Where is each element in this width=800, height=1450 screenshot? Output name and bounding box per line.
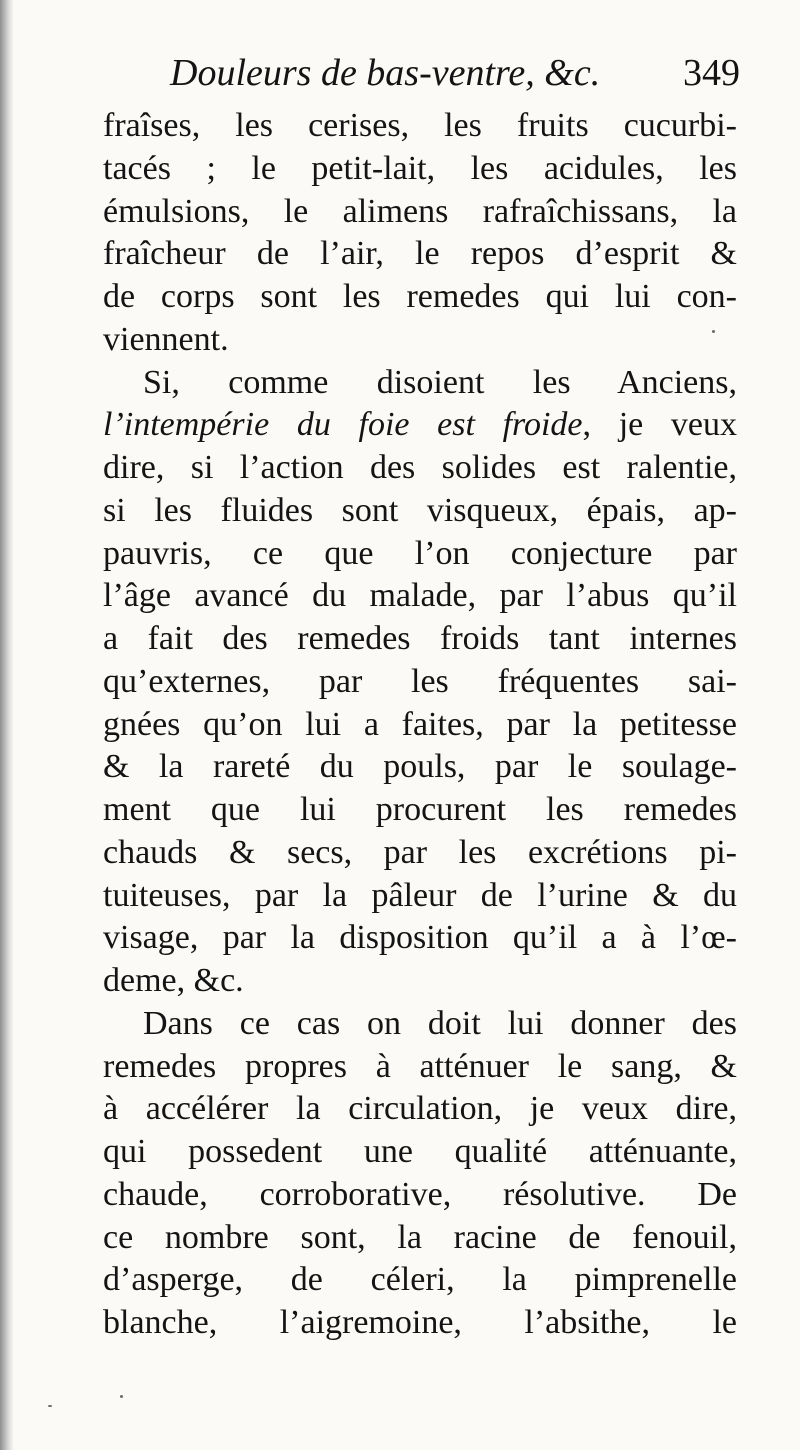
italic-phrase: l’intempérie du foie est froide [103,406,583,444]
text-line: deme, &c. [103,962,244,999]
text-line: fraîcheur de l’air, le repos d’esprit & [103,235,737,273]
text-line: si les fluides sont visqueux, épais, ap- [103,491,737,529]
page-binding-edge [0,0,14,1450]
text-line: chauds & secs, par les excrétions pi- [103,833,737,871]
text-line: a fait des remedes froids tant internes [103,620,737,657]
text-line: qui possedent une qualité atténuante, [103,1133,737,1170]
text-line: remedes propres à atténuer le sang, & [103,1047,737,1085]
italic-line-rest: , je veux [582,406,737,444]
text-line: l’âge avancé du malade, par l’abus qu’il [103,577,737,615]
text-line: à accélérer la circulation, je veux dire, [103,1090,737,1128]
text-line: émulsions, le alimens rafraîchissans, la [103,192,737,230]
text-line: fraîses, les cerises, les fruits cucurbi- [103,107,737,144]
paper-speck [120,1395,123,1398]
body-text [103,105,737,1345]
text-line: viennent. [103,320,229,358]
text-line: tuiteuses, par la pâleur de l’urine & du [103,876,737,914]
text-line: pauvris, ce que l’on conjecture par [103,534,737,572]
text-line: tacés ; le petit-lait, les acidules, les [103,149,737,187]
paragraph-start-line: Si, comme disoient les Anciens, [143,363,737,401]
paragraph-start-line: Dans ce cas on doit lui donner des [143,1004,737,1042]
paper-speck [48,1405,52,1407]
text-line: de corps sont les remedes qui lui con- [103,278,737,315]
text-line: dire, si l’action des solides est ralentie, [103,449,737,486]
text-line: blanche, l’aigremoine, l’absithe, le [103,1304,737,1341]
text-line: qu’externes, par les fréquentes sai- [103,662,737,700]
page-number: 349 [683,52,740,94]
text-line: visage, par la disposition qu’il a à l’œ- [103,919,737,957]
running-title: Douleurs de bas-ventre, &c. [170,52,601,94]
page-header [170,48,740,98]
text-line: d’asperge, de céleri, la pimprenelle [103,1261,737,1299]
text-line: ment que lui procurent les remedes [103,791,737,828]
text-line-with-italic [103,404,737,447]
paper-speck [712,330,715,333]
text-line: chaude, corroborative, résolutive. De [103,1175,737,1213]
text-line: ce nombre sont, la racine de fenouil, [103,1218,737,1256]
text-line: & la rareté du pouls, par le soulage- [103,748,737,786]
text-line: gnées qu’on lui a faites, par la petitesse [103,705,737,743]
